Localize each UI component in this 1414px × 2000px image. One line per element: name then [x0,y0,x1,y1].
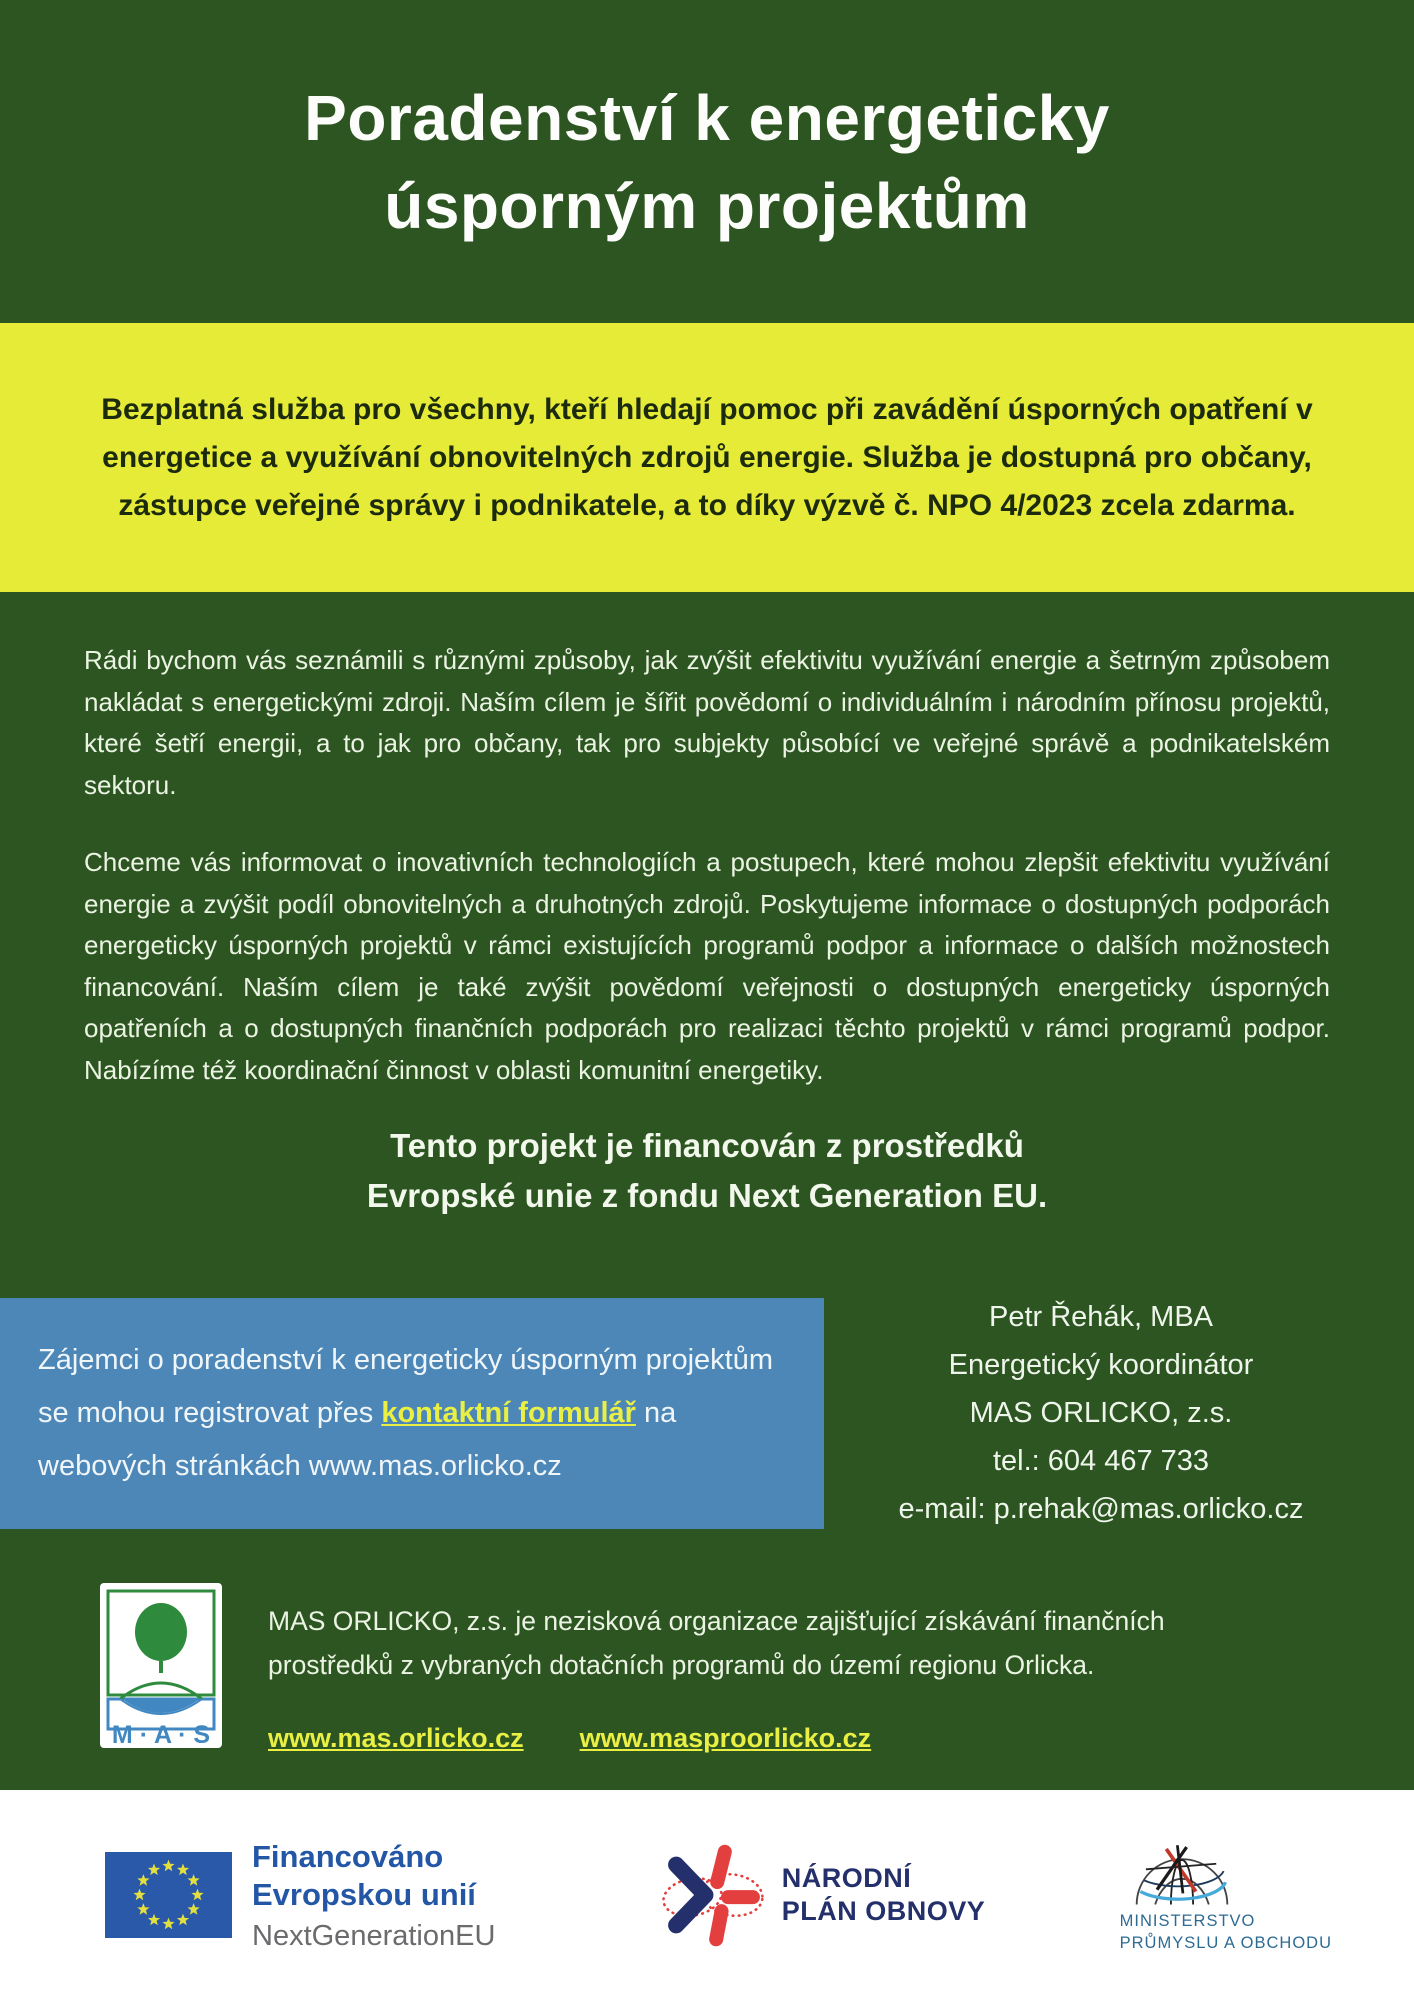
npo-logo [660,1840,986,1950]
contact-role: Energetický koordinátor [948,1349,1254,1381]
ministry-globe-icon [1130,1836,1234,1910]
npo-line-2: PLÁN OBNOVY [781,1896,986,1926]
contact-form-link[interactable]: kontaktní formulář [381,1396,636,1429]
eu-line-2: Evropskou unií [252,1876,476,1912]
npo-line-1: NÁRODNÍ [781,1863,912,1893]
masproorlicko-link[interactable]: www.masproorlicko.cz [579,1723,872,1753]
funding-statement [0,1121,1414,1221]
contact-organization: MAS ORLICKO, z.s. [969,1397,1233,1429]
header-section [0,0,1414,323]
footer-section [0,1790,1414,2000]
npo-star-icon [660,1840,768,1950]
highlight-band [0,323,1414,592]
eu-funding-logo [105,1838,495,1953]
highlight-text: Bezplatná služba pro všechny, kteří hledají pomoc při zavádění úsporných opatření v energetice a využívání obnovitelných zdrojů energie. Služba je dostupná pro občany, zástupce veřejné správy i podnikatele, a to díky výzvě č. NPO 4/2023 zcela zdarma. [101,392,1313,522]
registration-row [0,1293,1414,1533]
registration-box [0,1298,824,1529]
about-row [100,1583,1330,1754]
ministry-line-1: MINISTERSTVO [1119,1912,1256,1930]
about-description: MAS ORLICKO, z.s. je nezisková organizace zajišťující získávání finančních prostředků z vybraných dotačních programů do území regionu Orlicka. [268,1606,1165,1680]
ministry-logo [1120,1836,1332,1954]
mas-logo-text: M · A · S [111,1721,211,1748]
mas-orlicko-logo-icon [100,1583,222,1753]
contact-email: e-mail: p.rehak@mas.orlicko.cz [898,1493,1304,1525]
contact-phone: tel.: 604 467 733 [992,1445,1210,1477]
mas-orlicko-link[interactable]: www.mas.orlicko.cz [268,1723,524,1753]
intro-paragraph: Rádi bychom vás seznámili s různými způsoby, jak zvýšit efektivitu využívání energie a šetrným způsobem nakládat s energetickými zdroji. Naším cílem je šířit povědomí o individuálním i národním přínosu projektů, které šetří energii, a to jak pro občany, tak pro subjekty působící ve veřejné správě a podnikatelském sektoru. [84,645,1330,800]
funding-line-1: Tento projekt je financován z prostředků [390,1127,1024,1164]
eu-flag-icon [105,1852,232,1938]
funding-line-2: Evropské unie z fondu Next Generation EU. [366,1177,1048,1214]
services-paragraph: Chceme vás informovat o inovativních technologiích a postupech, které mohou zlepšit efektivitu využívání energie a zvýšit podíl obnovitelných a druhotných zdrojů. Poskytujeme informace o dostupných podporách energeticky úsporných projektů v rámci existujících programů podpor a informace o dalších možnostech financování. Naším cílem je také zvýšit povědomí veřejnosti o dostupných energeticky úsporných opatřeních a o dostupných finančních podporách pro realizaci těchto projektů v rámci programů podpor. Nabízíme též koordinační činnost v oblasti komunitní energetiky. [84,847,1330,1085]
about-column [268,1583,1278,1754]
eu-text-block [252,1838,495,1953]
eu-line-3: NextGenerationEU [252,1919,496,1952]
ministry-line-2: PRŮMYSLU A OBCHODU [1119,1934,1332,1952]
eu-line-1: Financováno [252,1838,444,1874]
contact-block [824,1293,1414,1533]
registration-text-before: Zájemci o poradenství k energeticky úsporným projektům se mohou registrovat přes [38,1343,773,1429]
website-links [268,1723,1278,1754]
registration-text-after: na webových stránkách www.mas.orlicko.cz [38,1396,677,1482]
contact-name: Petr Řehák, MBA [988,1301,1214,1333]
npo-text-block [782,1862,986,1928]
page-title: Poradenství k energeticky úsporným projektům [304,81,1110,242]
